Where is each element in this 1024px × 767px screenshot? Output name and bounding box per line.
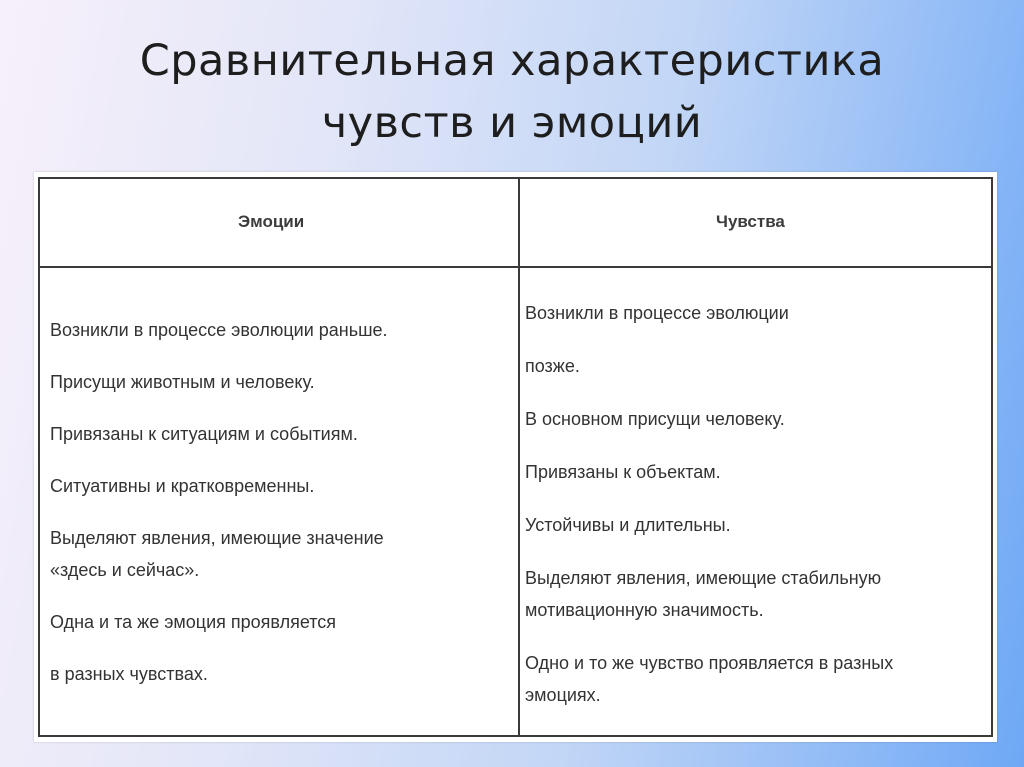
comparison-table [38,177,993,737]
slide-title-line-2: чувств и эмоций [321,98,703,148]
header-divider [40,266,991,268]
feelings-cell [525,297,893,711]
emotions-line: «здесь и сейчас». [50,560,200,580]
column-divider [518,179,520,735]
slide-title [0,30,1024,154]
feelings-line: Возникли в процессе эволюции [525,303,789,323]
feelings-line: Привязаны к объектам. [525,462,721,482]
header-emotions: Эмоции [238,212,305,231]
feelings-line: мотивационную значимость. [525,600,764,620]
feelings-line: В основном присущи человеку. [525,409,785,429]
slide-title-line-1: Сравнительная характеристика [139,36,885,86]
emotions-cell [50,314,388,690]
emotions-line: Выделяют явления, имеющие значение [50,528,384,548]
emotions-line: в разных чувствах. [50,664,208,684]
emotions-line: Одна и та же эмоция проявляется [50,612,337,632]
header-feelings: Чувства [716,212,785,231]
feelings-line: эмоциях. [525,685,601,705]
feelings-line: позже. [525,356,580,376]
emotions-line: Ситуативны и кратковременны. [50,476,315,496]
emotions-line: Возникли в процессе эволюции раньше. [50,320,388,340]
feelings-line: Выделяют явления, имеющие стабильную [525,568,882,588]
feelings-line: Одно и то же чувство проявляется в разных [525,653,894,673]
emotions-line: Присущи животным и человеку. [50,372,315,392]
comparison-table-image [34,172,997,742]
feelings-line: Устойчивы и длительны. [525,515,731,535]
emotions-line: Привязаны к ситуациям и событиям. [50,424,358,444]
